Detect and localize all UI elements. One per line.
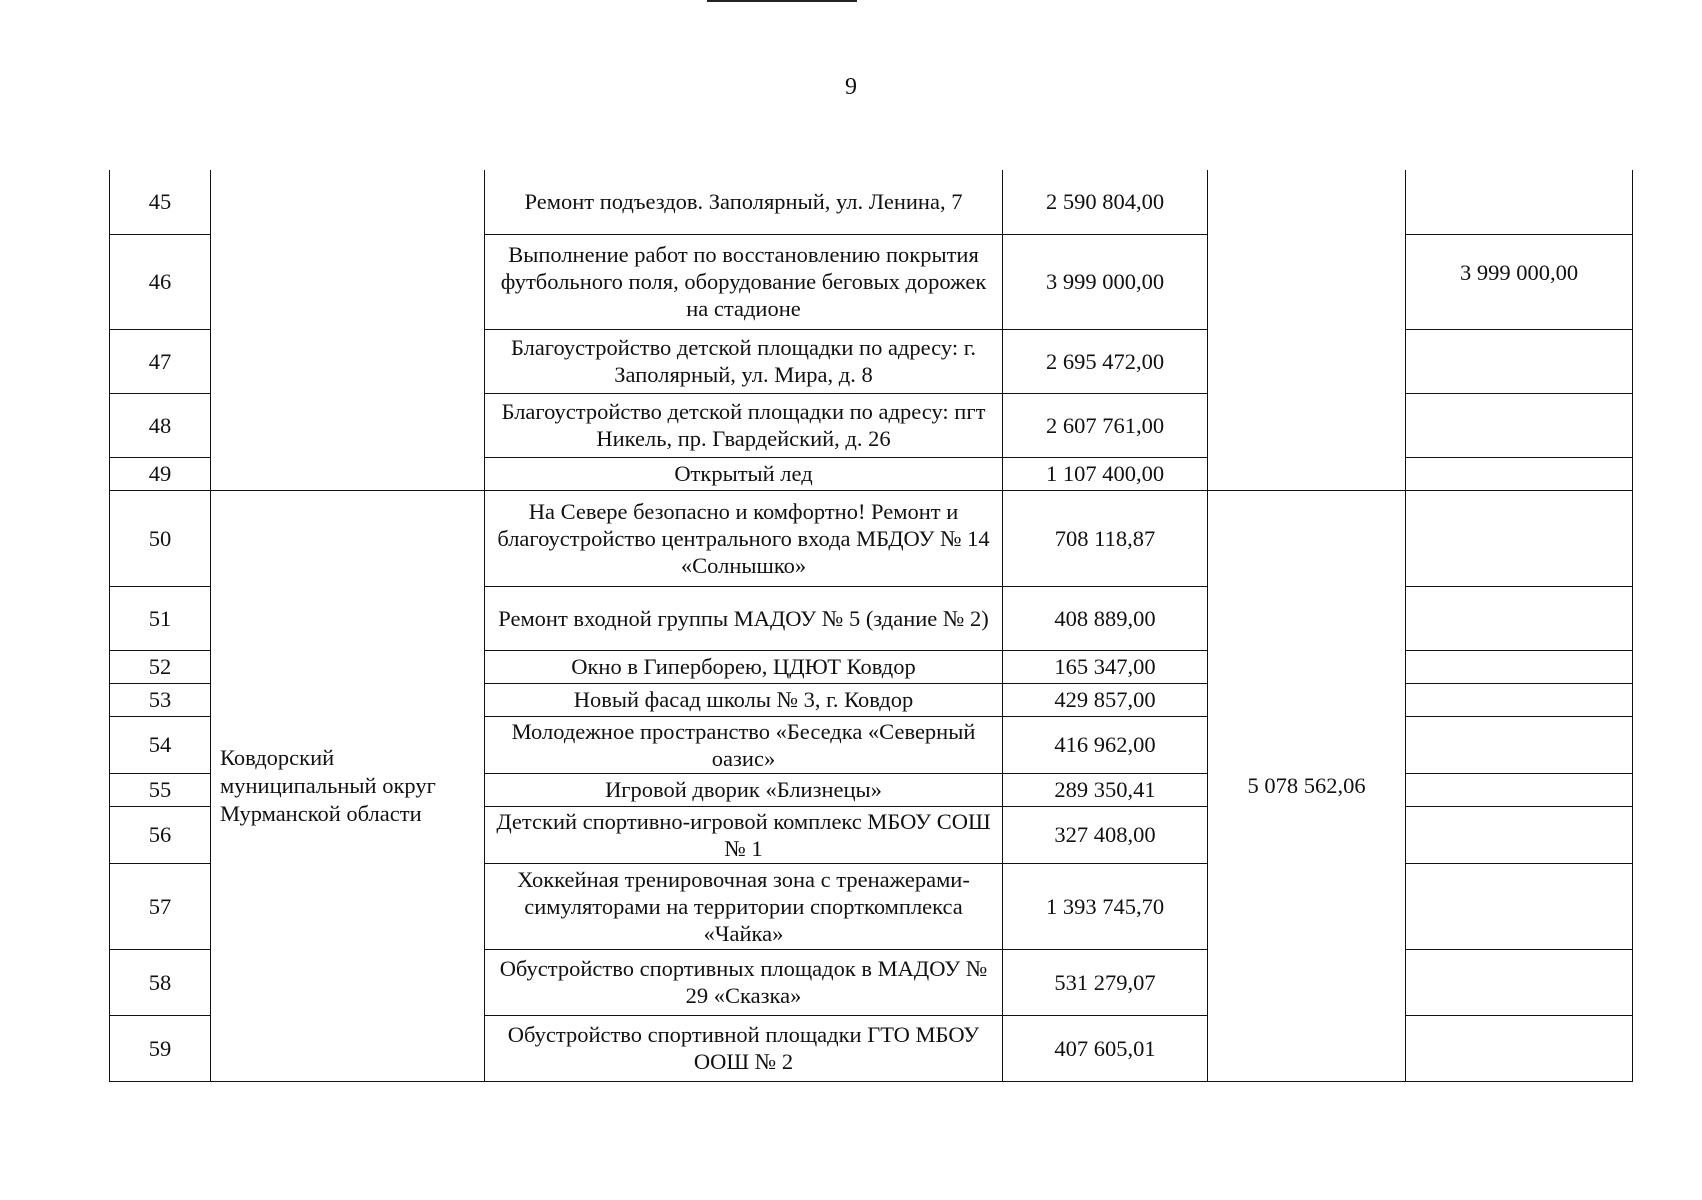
- extra-value: [1406, 457, 1633, 490]
- extra-value: [1406, 490, 1633, 586]
- extra-value: [1406, 863, 1633, 949]
- extra-value: [1406, 1015, 1633, 1081]
- project-name: Игровой дворик «Близнецы»: [485, 773, 1003, 806]
- district-cell-empty: [211, 170, 485, 490]
- page-number: 9: [845, 74, 857, 100]
- row-number: 46: [110, 234, 211, 329]
- project-amount: 408 889,00: [1003, 586, 1208, 650]
- project-amount: 407 605,01: [1003, 1015, 1208, 1081]
- extra-value: [1406, 683, 1633, 716]
- row-number: 52: [110, 650, 211, 683]
- extra-value: [1406, 586, 1633, 650]
- project-name: Благоустройство детской площадки по адресу: пгт Никель, пр. Гвардейский, д. 26: [485, 393, 1003, 457]
- project-amount: 1 107 400,00: [1003, 457, 1208, 490]
- row-number: 48: [110, 393, 211, 457]
- extra-value: [1406, 806, 1633, 863]
- district-total: 5 078 562,06: [1208, 490, 1406, 1081]
- project-name: Благоустройство детской площадки по адресу: г. Заполярный, ул. Мира, д. 8: [485, 329, 1003, 393]
- extra-value: [1406, 716, 1633, 773]
- project-amount: 708 118,87: [1003, 490, 1208, 586]
- project-name: Выполнение работ по восстановлению покрытия футбольного поля, оборудование беговых дорожек на стадионе: [485, 234, 1003, 329]
- district-total-empty: [1208, 170, 1406, 490]
- project-name: Окно в Гиперборею, ЦДЮТ Ковдор: [485, 650, 1003, 683]
- project-amount: 165 347,00: [1003, 650, 1208, 683]
- project-name: Обустройство спортивной площадки ГТО МБОУ ООШ № 2: [485, 1015, 1003, 1081]
- project-amount: 327 408,00: [1003, 806, 1208, 863]
- extra-value: [1406, 773, 1633, 806]
- project-amount: 3 999 000,00: [1003, 234, 1208, 329]
- project-name: Детский спортивно-игровой комплекс МБОУ СОШ № 1: [485, 806, 1003, 863]
- project-amount: 2 607 761,00: [1003, 393, 1208, 457]
- project-amount: 1 393 745,70: [1003, 863, 1208, 949]
- row-number: 45: [110, 170, 211, 234]
- project-name: Ремонт подъездов. Заполярный, ул. Ленина, 7: [485, 170, 1003, 234]
- row-number: 55: [110, 773, 211, 806]
- extra-value: [1406, 949, 1633, 1015]
- project-amount: 289 350,41: [1003, 773, 1208, 806]
- project-amount: 2 695 472,00: [1003, 329, 1208, 393]
- row-number: 54: [110, 716, 211, 773]
- table-row: [110, 490, 1633, 586]
- project-amount: 416 962,00: [1003, 716, 1208, 773]
- project-name: Обустройство спортивных площадок в МАДОУ № 29 «Сказка»: [485, 949, 1003, 1015]
- project-name: Молодежное пространство «Беседка «Северный оазис»: [485, 716, 1003, 773]
- project-name: Новый фасад школы № 3, г. Ковдор: [485, 683, 1003, 716]
- project-amount: 531 279,07: [1003, 949, 1208, 1015]
- extra-value: [1406, 329, 1633, 393]
- extra-value: [1406, 170, 1633, 234]
- row-number: 49: [110, 457, 211, 490]
- table-row: [110, 170, 1633, 234]
- project-name: Ремонт входной группы МАДОУ № 5 (здание № 2): [485, 586, 1003, 650]
- extra-value: [1406, 650, 1633, 683]
- row-number: 47: [110, 329, 211, 393]
- row-number: 57: [110, 863, 211, 949]
- project-amount: 2 590 804,00: [1003, 170, 1208, 234]
- row-number: 59: [110, 1015, 211, 1081]
- extra-value: 3 999 000,00: [1406, 234, 1633, 329]
- row-number: 53: [110, 683, 211, 716]
- project-name: Хоккейная тренировочная зона с тренажерами-симуляторами на территории спорткомплекса «Чайка»: [485, 863, 1003, 949]
- row-number: 50: [110, 490, 211, 586]
- row-number: 58: [110, 949, 211, 1015]
- row-number: 51: [110, 586, 211, 650]
- project-name: На Севере безопасно и комфортно! Ремонт и благоустройство центрального входа МБДОУ № 14 «Солнышко»: [485, 490, 1003, 586]
- top-rule: [707, 0, 857, 2]
- projects-table: [109, 170, 1633, 1082]
- row-number: 56: [110, 806, 211, 863]
- project-amount: 429 857,00: [1003, 683, 1208, 716]
- extra-value: [1406, 393, 1633, 457]
- project-name: Открытый лед: [485, 457, 1003, 490]
- district-name: Ковдорский муниципальный округ Мурманской области: [211, 490, 485, 1081]
